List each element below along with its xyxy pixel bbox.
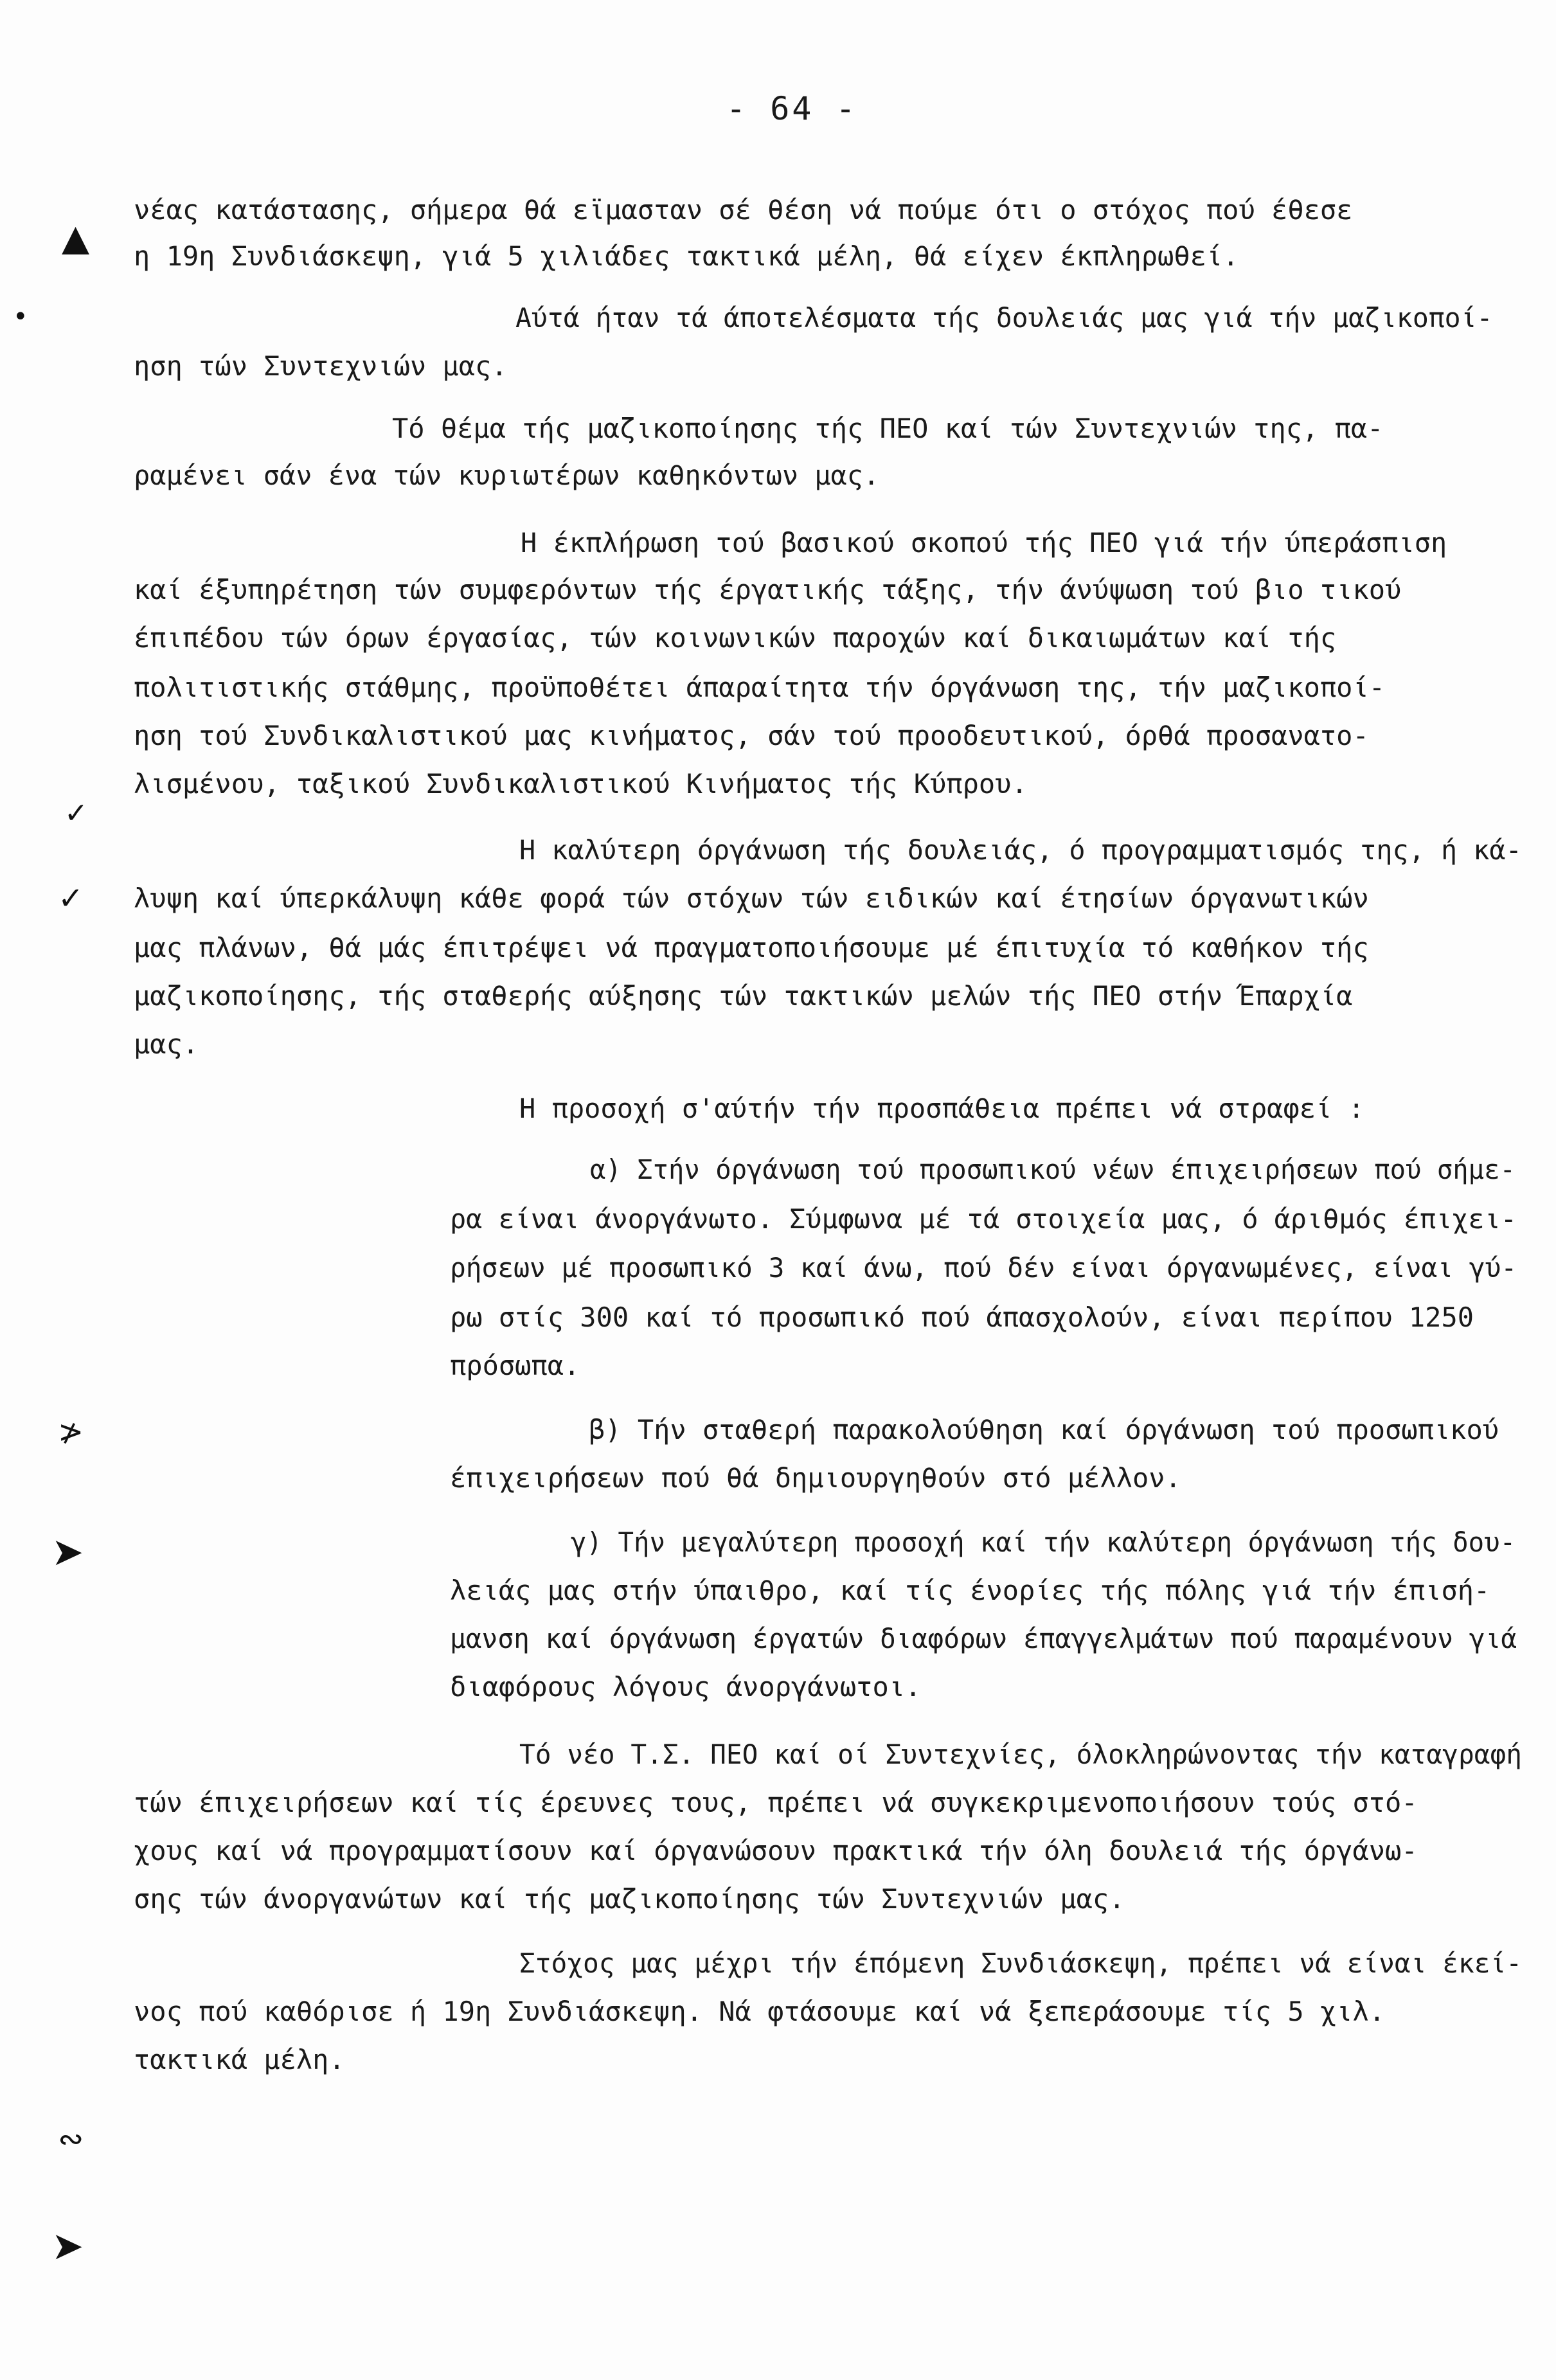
- text-line: λισμένου, ταξικού Συνδικαλιστικού Κινήματος τής Κύπρου.: [134, 768, 1028, 800]
- text-line: μαζικοποίησης, τής σταθερής αύξησης τών τακτικών μελών τής ΠΕΟ στήν Έπαρχία: [134, 980, 1353, 1012]
- text-line: ρα είναι άνοργάνωτο. Σύμφωνα μέ τά στοιχεία μας, ό άριθμός έπιχει-: [450, 1203, 1517, 1235]
- tick-mark-icon: ✓: [58, 881, 84, 917]
- text-line: η 19η Συνδιάσκεψη, γιά 5 χιλιάδες τακτικά μέλη, θά είχεν έκπληρωθεί.: [134, 240, 1239, 272]
- text-line: λειάς μας στήν ύπαιθρο, καί τίς ένορίες τής πόλης γιά τήν έπισή-: [450, 1575, 1490, 1606]
- text-line: ρήσεων μέ προσωπικό 3 καί άνω, πού δέν είναι όργανωμένες, είναι γύ-: [450, 1252, 1517, 1284]
- text-line: νος πού καθόρισε ή 19η Συνδιάσκεψη. Νά φτάσουμε καί νά ξεπεράσουμε τίς 5 χιλ.: [134, 1996, 1386, 2027]
- scribble-mark-icon: ∾: [58, 2121, 84, 2157]
- text-line: πολιτιστικής στάθμης, προϋποθέτει άπαραίτητα τήν όργάνωση της, τήν μαζικοποί-: [134, 672, 1386, 703]
- scribble-mark-icon: ≯: [58, 1414, 84, 1450]
- text-line: σης τών άνοργανώτων καί τής μαζικοποίησης τών Συντεχνιών μας.: [134, 1883, 1125, 1915]
- text-line: μας πλάνων, θά μάς έπιτρέψει νά πραγματοποιήσουμε μέ έπιτυχία τό καθήκον τής: [134, 932, 1369, 963]
- text-line: γ) Τήν μεγαλύτερη προσοχή καί τήν καλύτερη όργάνωση τής δου-: [571, 1526, 1516, 1558]
- arrow-mark-icon: ▲: [62, 217, 90, 259]
- arrow-mark-icon: ➤: [51, 2224, 84, 2269]
- text-line: χους καί νά προγραμματίσουν καί όργανώσουν πρακτικά τήν όλη δουλειά τής όργάνω-: [134, 1835, 1418, 1866]
- text-line: λυψη καί ύπερκάλυψη κάθε φορά τών στόχων τών ειδικών καί έτησίων όργανωτικών: [134, 882, 1369, 914]
- text-line: νέας κατάστασης, σήμερα θά εϊμασταν σέ θέση νά πούμε ότι ο στόχος πού έθεσε: [134, 194, 1353, 226]
- text-line: ρω στίς 300 καί τό προσωπικό πού άπασχολούν, είναι περίπου 1250: [450, 1302, 1474, 1333]
- text-line: ραμένει σάν ένα τών κυριωτέρων καθηκόντων μας.: [134, 460, 880, 491]
- text-line: τακτικά μέλη.: [134, 2044, 345, 2075]
- dot-mark-icon: •: [13, 302, 28, 332]
- text-line: ηση τού Συνδικαλιστικού μας κινήματος, σάν τού προοδευτικού, όρθά προσανατο-: [134, 720, 1369, 751]
- text-line: τών έπιχειρήσεων καί τίς έρευνες τους, πρέπει νά συγκεκριμενοποιήσουν τούς στό-: [134, 1787, 1418, 1818]
- text-line: ηση τών Συντεχνιών μας.: [134, 350, 508, 382]
- text-line: έπιπέδου τών όρων έργασίας, τών κοινωνικών παροχών καί δικαιωμάτων καί τής: [134, 622, 1337, 654]
- arrow-mark-icon: ➤: [51, 1530, 84, 1575]
- page-number: - 64 -: [726, 90, 858, 127]
- text-line: Η προσοχή σ'αύτήν τήν προσπάθεια πρέπει νά στραφεί :: [519, 1093, 1364, 1124]
- text-line: Αύτά ήταν τά άποτελέσματα τής δουλειάς μας γιά τήν μαζικοποί-: [515, 302, 1493, 334]
- text-line: Στόχος μας μέχρι τήν έπόμενη Συνδιάσκεψη, πρέπει νά είναι έκεί-: [519, 1947, 1523, 1979]
- text-line: έπιχειρήσεων πού θά δημιουργηθούν στό μέλλον.: [450, 1462, 1181, 1494]
- text-line: Η έκπλήρωση τού βασικού σκοπού τής ΠΕΟ γιά τήν ύπεράσπιση: [521, 527, 1447, 559]
- text-line: διαφόρους λόγους άνοργάνωτοι.: [450, 1671, 922, 1703]
- text-line: μας.: [134, 1028, 199, 1060]
- tick-mark-icon: ✓: [64, 797, 88, 830]
- text-line: καί έξυπηρέτηση τών συμφερόντων τής έργατικής τάξης, τήν άνύψωση τού βιο τικού: [134, 574, 1402, 605]
- text-line: Τό θέμα τής μαζικοποίησης τής ΠΕΟ καί τών Συντεχνιών της, πα-: [392, 413, 1384, 444]
- text-line: β) Τήν σταθερή παρακολούθηση καί όργάνωση τού προσωπικού: [589, 1414, 1499, 1445]
- text-line: α) Στήν όργάνωση τού προσωπικού νέων έπιχειρήσεων πού σήμε-: [590, 1154, 1516, 1185]
- text-line: Η καλύτερη όργάνωση τής δουλειάς, ό προγραμματισμός της, ή κά-: [519, 834, 1522, 866]
- text-line: μανση καί όργάνωση έργατών διαφόρων έπαγγελμάτων πού παραμένουν γιά: [450, 1623, 1517, 1654]
- text-line: Τό νέο Τ.Σ. ΠΕΟ καί οί Συντεχνίες, όλοκληρώνοντας τήν καταγραφή: [519, 1739, 1523, 1770]
- text-line: πρόσωπα.: [450, 1350, 580, 1381]
